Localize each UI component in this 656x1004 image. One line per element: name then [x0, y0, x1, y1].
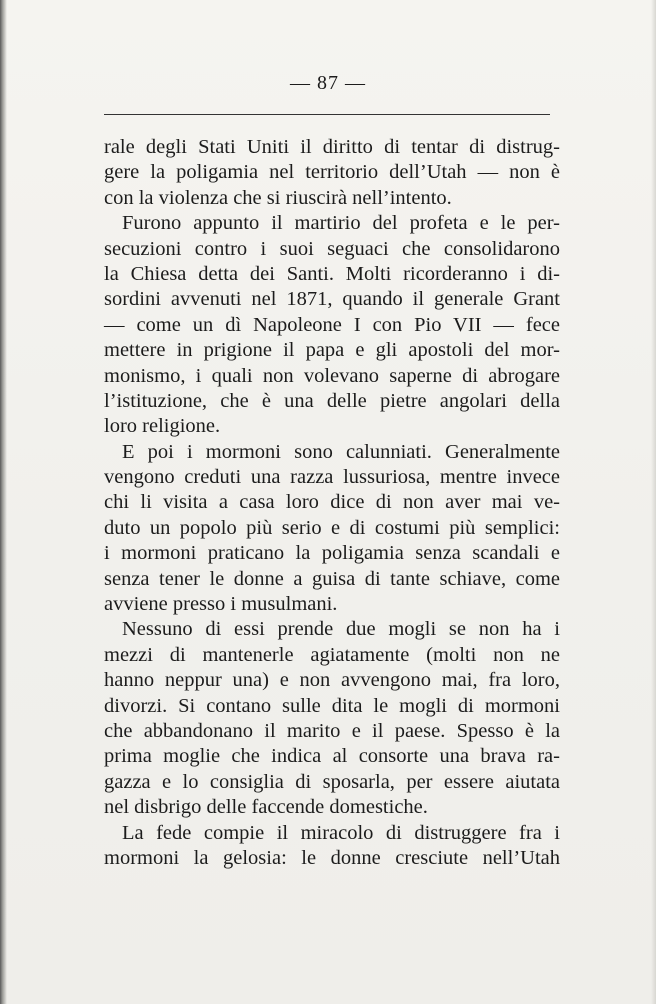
text-line: Nessuno di essi prende due mogli se non ha i — [122, 618, 560, 641]
text-line: hanno neppur una) e non avvengono mai, fra loro, — [104, 669, 560, 692]
text-line: senza tener le donne a guisa di tante schiave, come — [104, 567, 560, 590]
text-line: vengono creduti una razza lussuriosa, mentre invece — [104, 466, 560, 489]
text-line: che abbandonano il marito e il paese. Spesso è la — [104, 719, 560, 742]
text-line: mettere in prigione il papa e gli apostoli del mor- — [104, 339, 560, 362]
page-right-edge — [651, 0, 656, 1004]
text-line: avviene presso i musulmani. — [104, 593, 338, 616]
page-number-header: — 87 — — [290, 72, 366, 94]
text-line: secuzioni contro i suoi seguaci che consolidarono — [104, 237, 560, 260]
text-line: la Chiesa detta dei Santi. Molti ricorderanno i di- — [104, 262, 560, 285]
text-line: divorzi. Si contano sulle dita le mogli di mormoni — [104, 694, 560, 717]
text-line: prima moglie che indica al consorte una brava ra- — [104, 745, 560, 768]
text-line: rale degli Stati Uniti il diritto di tentar di distrug- — [104, 136, 560, 158]
text-line: i mormoni praticano la poligamia senza scandali e — [104, 542, 560, 565]
text-line: con la violenza che si riuscirà nell’intento. — [104, 186, 452, 209]
text-line: mezzi di mantenerle agiatamente (molti non ne — [104, 643, 560, 666]
text-line: l’istituzione, che è una delle pietre angolari della — [104, 389, 560, 412]
page-left-edge — [0, 0, 7, 1004]
text-line: mormoni la gelosia: le donne cresciute nell’Utah — [104, 846, 560, 869]
text-line: La fede compie il miracolo di distruggere fra i — [122, 821, 560, 844]
text-line: gazza e lo consiglia di sposarla, per essere aiutata — [104, 770, 560, 793]
text-line: chi li visita a casa loro dice di non aver mai ve- — [104, 491, 560, 514]
body-text — [104, 135, 560, 871]
text-line: nel disbrigo delle faccende domestiche. — [104, 796, 428, 819]
text-line: duto un popolo più serio e di costumi più semplici: — [104, 516, 560, 539]
text-line: — come un dì Napoleone I con Pio VII — fece — [104, 313, 560, 336]
text-line: monismo, i quali non volevano saperne di abrogare — [104, 364, 560, 387]
text-line: Furono appunto il martirio del profeta e le per- — [122, 212, 560, 235]
text-line: loro religione. — [104, 415, 221, 438]
text-line: E poi i mormoni sono calunniati. Generalmente — [122, 440, 560, 463]
header-rule — [104, 114, 550, 115]
text-line: sordini avvenuti nel 1871, quando il generale Grant — [104, 288, 560, 311]
text-line: gere la poligamia nel territorio dell’Utah — non è — [104, 161, 560, 184]
